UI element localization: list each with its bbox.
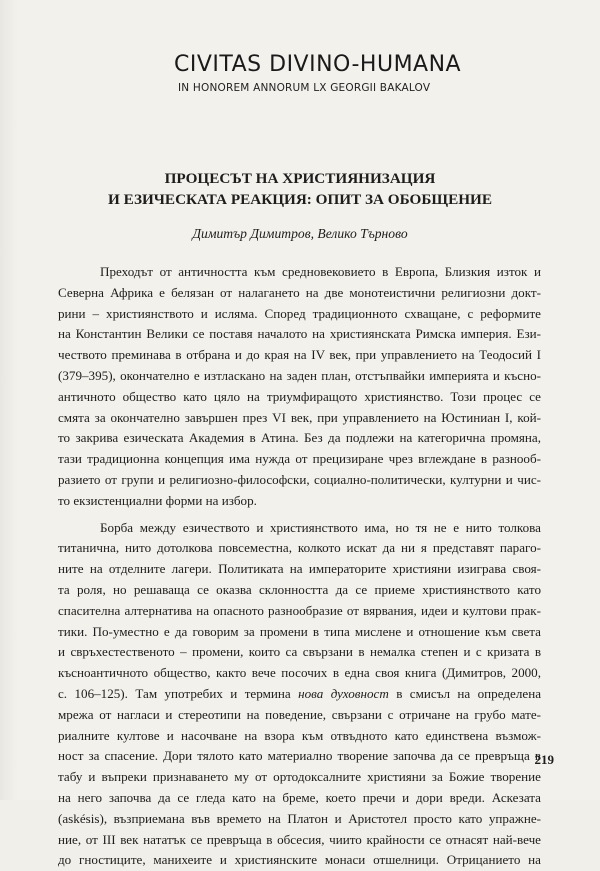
text-line: разието от групи и религиозно-философски, социално-политически, културни и чис- [58, 471, 541, 487]
text-line: риалните култове и насочване на взора към отвъдното като единствена възмож- [58, 727, 541, 743]
text-line: ние, от III век нататък се превръща в обсесия, чиито крайности се отнасят най-вече [58, 831, 541, 847]
text-line: Преходът от античността към средновековието в Европа, Близкия изток и [100, 264, 541, 279]
text-line: до гностиците, манихеите и християнските монаси отшелници. Отрицанието на [58, 852, 541, 868]
text-line: та роля, но решаваща се оказва склонността да се приеме християнството като [58, 581, 541, 597]
text-line: ните на отделните лагери. Политиката на императорите християни изиграва своя- [58, 561, 541, 577]
text-line: табу и въпреки признаването му от ортодоксалните християни за Божие творение [58, 769, 541, 785]
text-line [58, 684, 541, 705]
text-line: и свръхестественото – промени, които са свързани в немалка степен и с кризата в [58, 644, 541, 660]
article-body [58, 262, 541, 871]
text-line: Северна Африка е белязан от налагането на две монотеистични религиозни докт- [58, 284, 541, 300]
text-line: тази традиционна концепция има нужда от прецизиране чрез вглеждане в разнооб- [58, 451, 541, 467]
text-line: то екзистенциални форми на избор. [58, 492, 257, 508]
article-title [62, 168, 538, 210]
paragraph [58, 262, 541, 512]
page-number: 219 [534, 752, 554, 767]
article-title-line: ПРОЦЕСЪТ НА ХРИСТИЯНИЗАЦИЯ [164, 170, 436, 187]
series-subtitle: IN HONOREM ANNORUM LX GEORGII BAKALOV [178, 82, 431, 94]
text-line: късноантичното общество, както вече посочих в една своя книга (Димитров, 2000, [58, 665, 541, 681]
text-line: (379–395), окончателно е изтласкано на заден план, отстъпвайки империята и късно- [58, 367, 541, 383]
paragraph [58, 518, 541, 871]
article-title-line: И ЕЗИЧЕСКАТА РЕАКЦИЯ: ОПИТ ЗА ОБОБЩЕНИЕ [108, 191, 492, 208]
text-fragment: в смисъл на определена [396, 685, 542, 701]
text-line: смята за окончателно завършен през VI век, при управлението на Юстиниан I, кой- [58, 409, 541, 425]
text-line: то закрива езическата Академия в Атина. Без да подлежи на категорична промяна, [58, 430, 541, 446]
text-line: мрежа от нагласи и стереотипи на поведение, свързани с отричане на грубо мате- [58, 706, 541, 722]
text-line: рини – християнството и ислямa. Според традиционното схващане, с реформите [58, 305, 541, 321]
text-fragment: с. 106–125). Там употребих и термина [58, 685, 291, 701]
emphasized-term: нова духовност [298, 685, 389, 701]
text-line: на него започва да се гледа като на бреме, което пречи и дори вреди. Аскезата [58, 789, 541, 805]
text-line: (askésis), възприемана във времето на Платон и Аристотел просто като упражне- [58, 810, 541, 826]
text-line: Борба между езичеството и християнството има, но тя не е нито толкова [100, 519, 541, 535]
series-title: CIVITAS DIVINO-HUMANA [174, 52, 462, 77]
text-line: ност за спасение. Дори тялото като материално творение започва да се превръща в [58, 748, 541, 764]
text-line: тики. По-уместно е да говорим за промени в типа мислене и отношение към света [58, 623, 541, 639]
text-line: на Константин Велики се поставя началото на християнската Римска империя. Ези- [58, 326, 541, 342]
author-byline: Димитър Димитров, Велико Търново [192, 226, 408, 241]
text-line: античното общество като цяло на триумфиращото християнство. Този процес се [58, 388, 541, 404]
text-line: спасителна алтернатива на опасното разнообразие от вярвания, идеи и култови прак- [58, 602, 541, 618]
text-line: чеството преминава в отбрана и до края на IV век, при управлението на Теодосий I [58, 347, 541, 363]
text-line: титанична, нито дотолкова повсеместна, колкото искат да ни я представят параго- [58, 540, 541, 556]
